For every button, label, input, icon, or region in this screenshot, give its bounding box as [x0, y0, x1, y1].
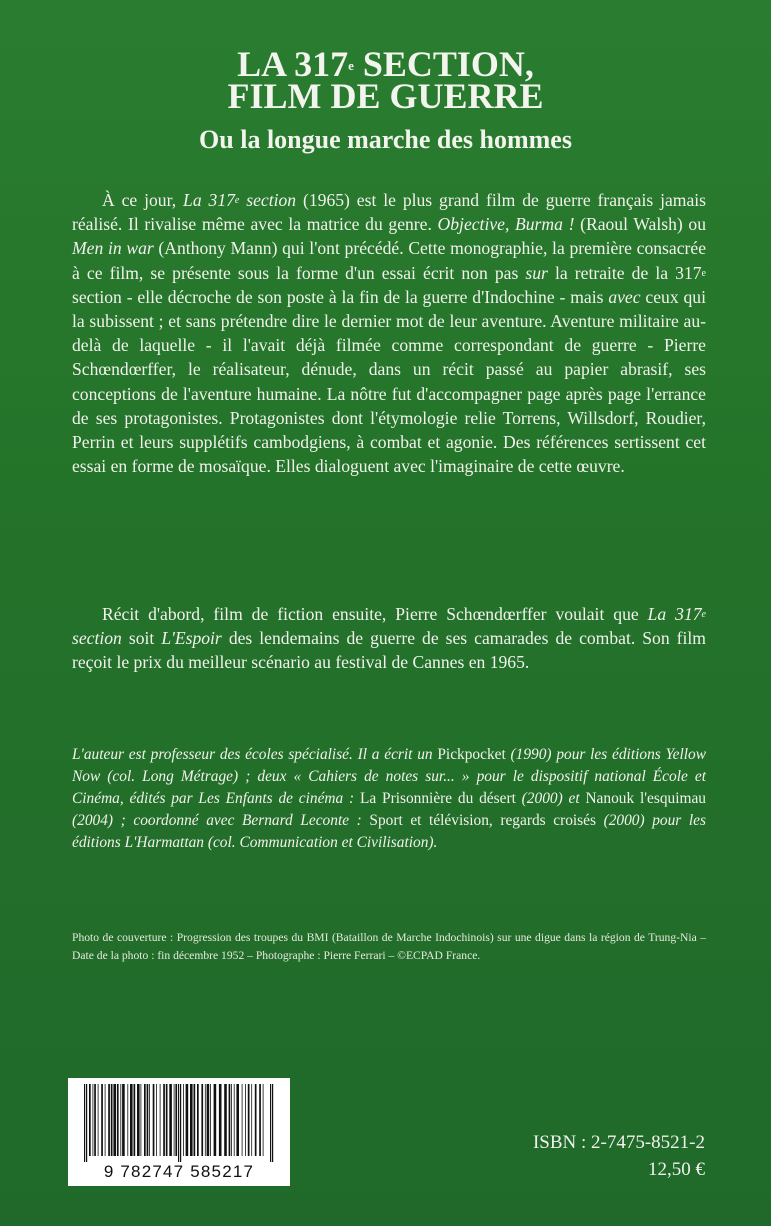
photo-credit: Photo de couverture : Progression des troupes du BMI (Bataillon de Marche Indochinois) sur une digue dans la région de Trung-Nia – Date de la photo : fin décembre 1952 – Photographe : Pierre Ferrari – ©ECPAD France. — [72, 931, 706, 962]
book-title-line-2: FILM DE GUERRE — [227, 76, 544, 116]
isbn: ISBN : 2-7475-8521-2 — [532, 1132, 705, 1153]
barcode-bars-icon — [84, 1084, 274, 1162]
title-text: LA 317 — [237, 44, 349, 84]
summary-paragraph-2: Récit d'abord, film de fiction ensuite, Pierre Schœndœrffer voulait que La 317e section soit L'Espoir des lendemains de guerre de ses camarades de combat. Son film reçoit le prix du meilleur scénario au festival de Cannes en 1965. — [72, 604, 706, 673]
summary-paragraph-1: À ce jour, La 317e section (1965) est le plus grand film de guerre français jamais réalisé. Il rivalise même avec la matrice du genre. Objective, Burma ! (Raoul Walsh) ou Men in war (Anthony Mann) qui l'ont précédé. Cette monographie, la première consacrée à ce film, se présente sous la forme d'un essai écrit non pas sur la retraite de la 317e section - elle décroche de son poste à la fin de la guerre d'Indochine - mais avec ceux qui la subissent ; et sans prétendre dire le dernier mot de leur aventure. Aventure militaire au-delà de laquelle - il l'avait déjà filmée comme correspondant de guerre - Pierre Schœndœrffer, le réalisateur, dénude, dans un récit passé au papier abrasif, ses conceptions de l'aventure humaine. La nôtre fut d'accompagner page après page l'errance de ses protagonistes. Protagonistes dont l'étymologie relie Torrens, Willsdorf, Roudier, Perrin et leurs supplétifs cambodgiens, à combat et agonie. Des références sertissent cet essai en forme de mosaïque. Elles dialoguent avec l'imaginaire de cette œuvre. — [72, 190, 707, 477]
author-bio: L'auteur est professeur des écoles spécialisé. Il a écrit un Pickpocket (1990) pour les éditions Yellow Now (col. Long Métrage) ; deux « Cahiers de notes sur... » pour le dispositif national École et Cinéma, édités par Les Enfants de cinéma : La Prisonnière du désert (2000) et Nanouk l'esquimau (2004) ; coordonné avec Bernard Leconte : Sport et télévision, regards croisés (2000) pour les éditions L'Harmattan (col. Communication et Civilisation). — [72, 746, 707, 851]
title-superscript: e — [348, 58, 354, 73]
price: 12,50 € — [648, 1159, 705, 1180]
barcode — [68, 1078, 290, 1186]
barcode-digits: 9 782747 585217 — [103, 1162, 255, 1181]
book-subtitle: Ou la longue marche des hommes — [199, 125, 572, 154]
title-text-end: SECTION, — [353, 44, 534, 84]
